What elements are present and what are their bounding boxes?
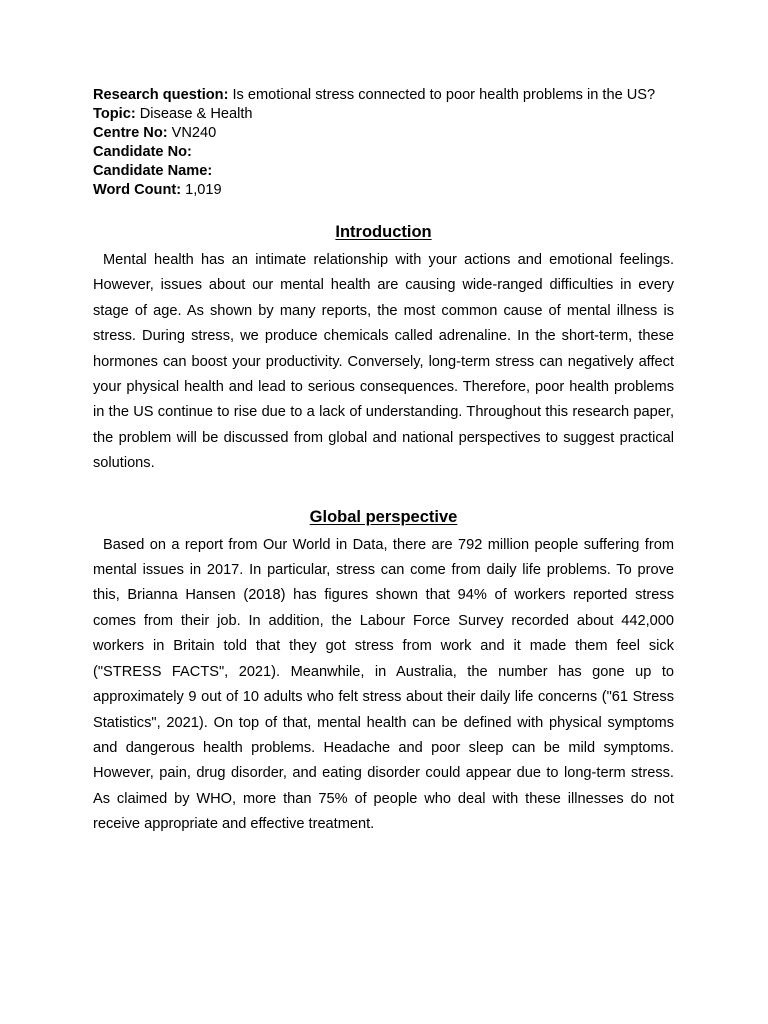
centre-value: VN240 <box>167 125 217 141</box>
document-page <box>93 86 674 838</box>
introduction-heading: Introduction <box>335 223 432 241</box>
candidate-no-line <box>93 143 674 162</box>
candidate-no-label: Candidate No: <box>93 144 192 160</box>
topic-value: Disease & Health <box>135 106 253 122</box>
topic-label: Topic: <box>93 106 136 122</box>
centre-line <box>93 124 674 143</box>
research-question-value: Is emotional stress connected to poor health problems in the US? <box>228 87 656 103</box>
global-perspective-heading: Global perspective <box>309 507 458 526</box>
centre-label: Centre No: <box>93 125 168 141</box>
word-count-value: 1,019 <box>181 182 222 198</box>
header-block <box>93 86 674 200</box>
candidate-name-line <box>93 162 674 181</box>
research-question-line <box>93 86 674 105</box>
global-perspective-paragraph: Based on a report from Our World in Data, there are 792 million people suffering from mental issues in 2017. In particular, stress can come from daily life problems. To prove this, Brianna Hansen (2018) has figures shown that 94% of workers reported stress comes from their job. In addition, the Labour Force Survey recorded about 442,000 workers in Britain told that they got stress from work and it made them feel sick ("STRESS FACTS", 2021). Meanwhile, in Australia, the number has gone up to approximately 9 out of 10 adults who felt stress about their daily life concerns ("61 Stress Statistics", 2021). On top of that, mental health can be defined with physical symptoms and dangerous health problems. Headache and poor sleep can be mild symptoms. However, pain, drug disorder, and eating disorder could appear due to long-term stress. As claimed by WHO, more than 75% of people who deal with these illnesses do not receive appropriate and effective treatment. <box>93 536 674 833</box>
word-count-line <box>93 181 674 200</box>
topic-line <box>93 105 674 124</box>
word-count-label: Word Count: <box>93 182 182 198</box>
introduction-paragraph: Mental health has an intimate relationship with your actions and emotional feelings. However, issues about our mental health are causing wide-ranged difficulties in every stage of age. As shown by many reports, the most common cause of mental illness is stress. During stress, we produce chemicals called adrenaline. In the short-term, these hormones can boost your productivity. Conversely, long-term stress can negatively affect your physical health and lead to serious consequences. Therefore, poor health problems in the US continue to rise due to a lack of understanding. Throughout this research paper, the problem will be discussed from global and national perspectives to suggest practical solutions. <box>93 252 674 472</box>
research-question-label: Research question: <box>93 87 229 103</box>
candidate-name-label: Candidate Name: <box>93 163 213 179</box>
